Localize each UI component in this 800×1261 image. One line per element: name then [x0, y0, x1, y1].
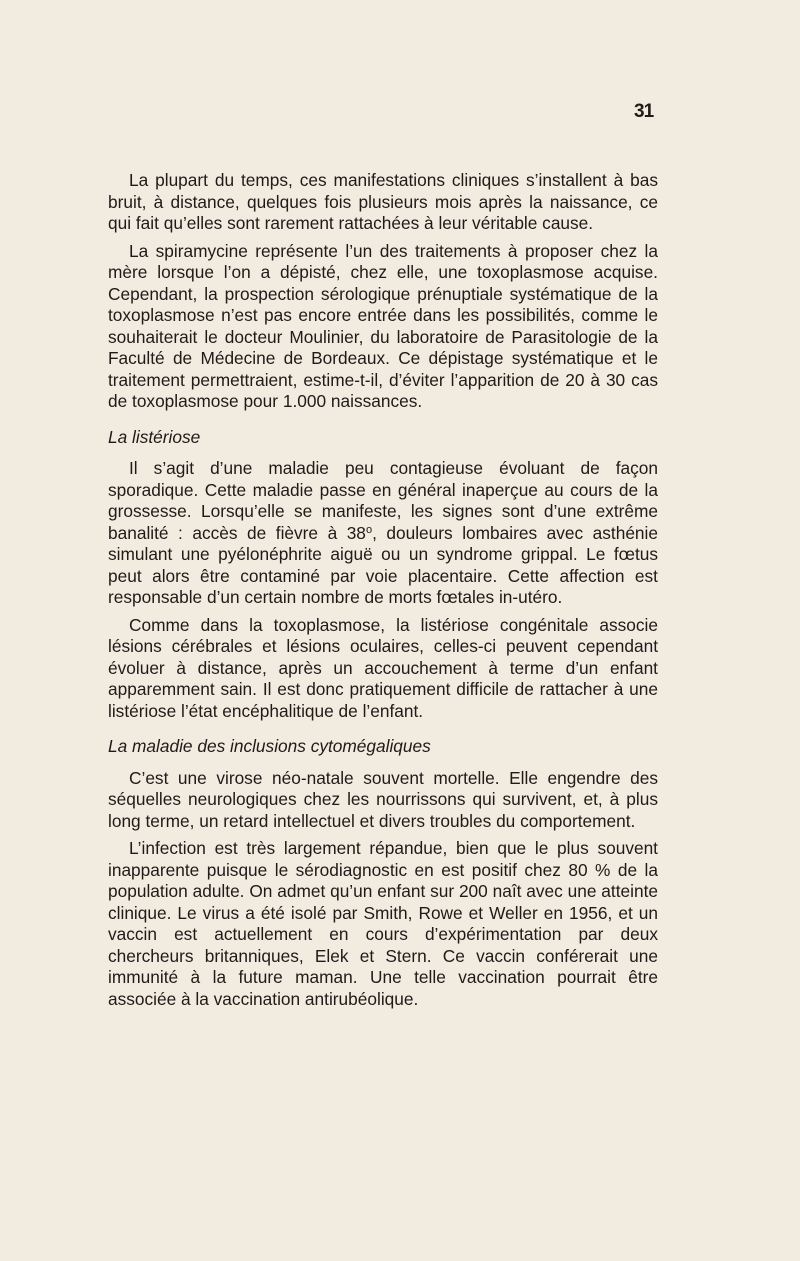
paragraph-cytomegalie-2: L’infection est très largement répandue, bien que le plus souvent inapparente puisque le sérodiagnostic en est positif chez 80 % de la population adulte. On admet qu’un enfant sur 200 naît avec une atteinte clinique. Le virus a été isolé par Smith, Rowe et Weller en 1956, et un vaccin est actuellement en cours d’expérimentation par deux chercheurs britanniques, Elek et Stern. Ce vaccin conférerait une immunité à la future maman. Une telle vaccination pourrait être associée à la vaccination antirubéolique.	[108, 838, 658, 1009]
body-text	[108, 170, 658, 1016]
paragraph-listeriose-1	[108, 458, 658, 609]
paragraph-listeriose-1-part-a: Il s’agit d’une maladie peu contagieuse évoluant de façon sporadique. Cette maladie passe en général inaperçue au cours de la grossesse. Lorsqu’elle se manifeste, les signes sont d’une extrême banalité : accès de fièvre à 38	[108, 458, 658, 543]
section-heading-listeriose: La listériose	[108, 426, 201, 447]
paragraph-cytomegalie-1: C’est une virose néo-natale souvent mortelle. Elle engendre des séquelles neurologiques chez les nourrissons qui survivent, et, à plus long terme, un retard intellectuel et divers troubles du comportement.	[108, 767, 658, 831]
degree-mark: o	[365, 523, 373, 536]
paragraph-intro-2: La spiramycine représente l’un des traitements à proposer chez la mère lorsque l’on a dépisté, chez elle, une toxoplasmose acquise. Cependant, la prospection sérologique prénuptiale systématique de la toxoplasmose n’est pas encore entrée dans les possibilités, comme le souhaiterait le docteur Moulinier, du laboratoire de Parasitologie de la Faculté de Médecine de Bordeaux. Ce dépistage systématique et le traitement permettraient, estime-t-il, d’éviter l’apparition de 20 à 30 cas de toxoplasmose pour 1.000 naissances.	[108, 240, 658, 411]
page-number: 31	[634, 101, 654, 122]
paragraph-listeriose-1-part-b: , douleurs lombaires avec asthénie simulant une pyélonéphrite aiguë ou un syndrome grippal. Le fœtus peut alors être contaminé par voie placentaire. Cette affection est responsable d’un certain nombre de morts fœtales in-utéro.	[108, 522, 658, 607]
paragraph-listeriose-2: Comme dans la toxoplasmose, la listériose congénitale associe lésions cérébrales et lésions oculaires, celles-ci peuvent cependant évoluer à distance, après un accouchement à terme d’un enfant apparemment sain. Il est donc pratiquement difficile de rattacher à une listériose l’état encéphalitique de l’enfant.	[108, 614, 658, 721]
section-heading-cytomegalie: La maladie des inclusions cytomégaliques	[108, 736, 431, 756]
paragraph-intro-1: La plupart du temps, ces manifestations cliniques s’installent à bas bruit, à distance, quelques fois plusieurs mois après la naissance, ce qui fait qu’elles sont rarement rattachées à leur véritable cause.	[108, 170, 658, 233]
